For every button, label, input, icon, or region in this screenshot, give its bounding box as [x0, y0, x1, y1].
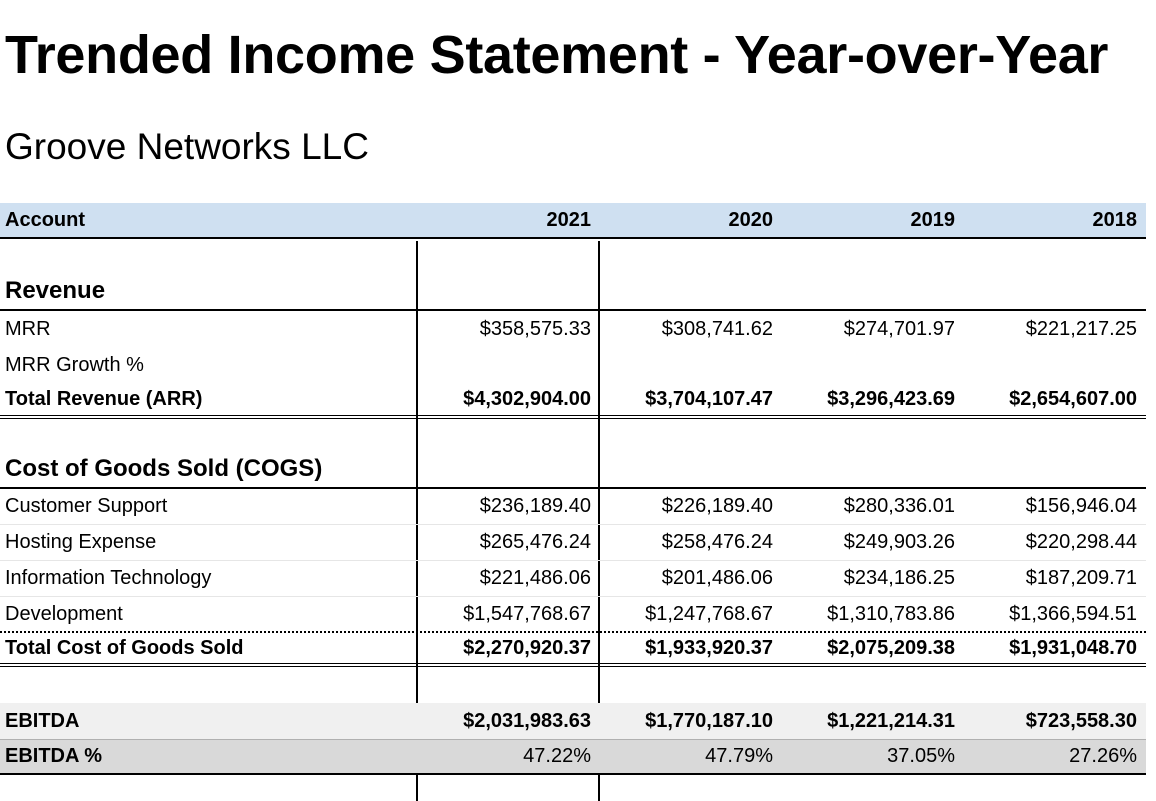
table-row: [0, 525, 1146, 561]
spacer-row: [0, 667, 1146, 703]
row-label-total-cogs: Total Cost of Goods Sold: [5, 636, 244, 659]
cell-value: $1,931,048.70: [1009, 636, 1137, 659]
header-year-2021: 2021: [546, 208, 591, 231]
cell-value: $249,903.26: [843, 531, 955, 553]
cell-value: $2,270,920.37: [463, 636, 591, 659]
cell-value: $2,075,209.38: [827, 636, 955, 659]
cell-value: $308,741.62: [661, 317, 773, 340]
cell-value: $220,298.44: [1025, 531, 1137, 553]
cell-value: $236,189.40: [479, 495, 591, 517]
cell-value: $156,946.04: [1025, 495, 1137, 517]
cell-value: $4,302,904.00: [463, 387, 591, 410]
cell-value: $234,186.25: [843, 567, 955, 589]
row-label-total-revenue: Total Revenue (ARR): [5, 387, 203, 410]
section-heading-cogs: Cost of Goods Sold (COGS): [5, 455, 323, 482]
row-label: Customer Support: [5, 495, 168, 517]
section-heading-revenue: Revenue: [5, 277, 106, 304]
cell-value: $187,209.71: [1025, 567, 1137, 589]
cell-value: 27.26%: [1069, 745, 1137, 767]
cell-value: $201,486.06: [661, 567, 773, 589]
section-row-revenue: [0, 239, 1146, 311]
table-row-total: [0, 633, 1146, 667]
cell-value: $1,247,768.67: [645, 602, 773, 625]
cell-value: 47.79%: [705, 745, 773, 767]
table-row: [0, 347, 1146, 383]
row-label-mrr-growth: MRR Growth %: [5, 353, 144, 376]
cell-value: $2,654,607.00: [1009, 387, 1137, 410]
row-label: Development: [5, 602, 123, 625]
table-row: [0, 561, 1146, 597]
cell-value: $2,031,983.63: [463, 709, 591, 732]
cell-value: $274,701.97: [843, 317, 955, 340]
row-label: Hosting Expense: [5, 531, 157, 553]
header-account: Account: [5, 208, 85, 231]
cell-value: $265,476.24: [479, 531, 591, 553]
cell-value: $3,296,423.69: [827, 387, 955, 410]
table-row-ebitda: [0, 703, 1146, 739]
cell-value: $1,770,187.10: [645, 709, 773, 732]
cell-value: 37.05%: [887, 745, 955, 767]
cell-value: $1,547,768.67: [463, 602, 591, 625]
table-row-total: [0, 383, 1146, 419]
report-title: Trended Income Statement - Year-over-Year: [5, 25, 1109, 85]
cell-value: $1,221,214.31: [827, 709, 955, 732]
cell-value: $1,933,920.37: [645, 636, 773, 659]
cell-value: $1,310,783.86: [827, 602, 955, 625]
cell-value: $358,575.33: [479, 317, 591, 340]
header-year-2018: 2018: [1092, 208, 1137, 231]
company-name: Groove Networks LLC: [5, 126, 369, 167]
table-row-ebitda-pct: [0, 739, 1146, 775]
income-statement-table: [0, 203, 1146, 775]
cell-value: $723,558.30: [1025, 709, 1137, 732]
table-row: [0, 597, 1146, 633]
table-row: [0, 311, 1146, 347]
table-row: [0, 489, 1146, 525]
cell-value: [600, 347, 782, 383]
row-label-ebitda: EBITDA: [5, 709, 80, 732]
cell-value: $226,189.40: [661, 495, 773, 517]
cell-value: [964, 347, 1146, 383]
row-label-ebitda-pct: EBITDA %: [5, 745, 103, 767]
cell-value: [782, 347, 964, 383]
cell-value: $258,476.24: [661, 531, 773, 553]
cell-value: $221,217.25: [1025, 317, 1137, 340]
row-label: Information Technology: [5, 567, 212, 589]
cell-value: $280,336.01: [843, 495, 955, 517]
cell-value: $3,704,107.47: [645, 387, 773, 410]
cell-value: $1,366,594.51: [1009, 602, 1137, 625]
row-label-mrr: MRR: [5, 317, 51, 340]
cell-value: $221,486.06: [479, 567, 591, 589]
header-year-2020: 2020: [728, 208, 773, 231]
cell-value: 47.22%: [523, 745, 591, 767]
section-row-cogs: [0, 419, 1146, 489]
table-header-row: [0, 203, 1146, 239]
cell-value: [418, 347, 600, 383]
header-year-2019: 2019: [910, 208, 955, 231]
